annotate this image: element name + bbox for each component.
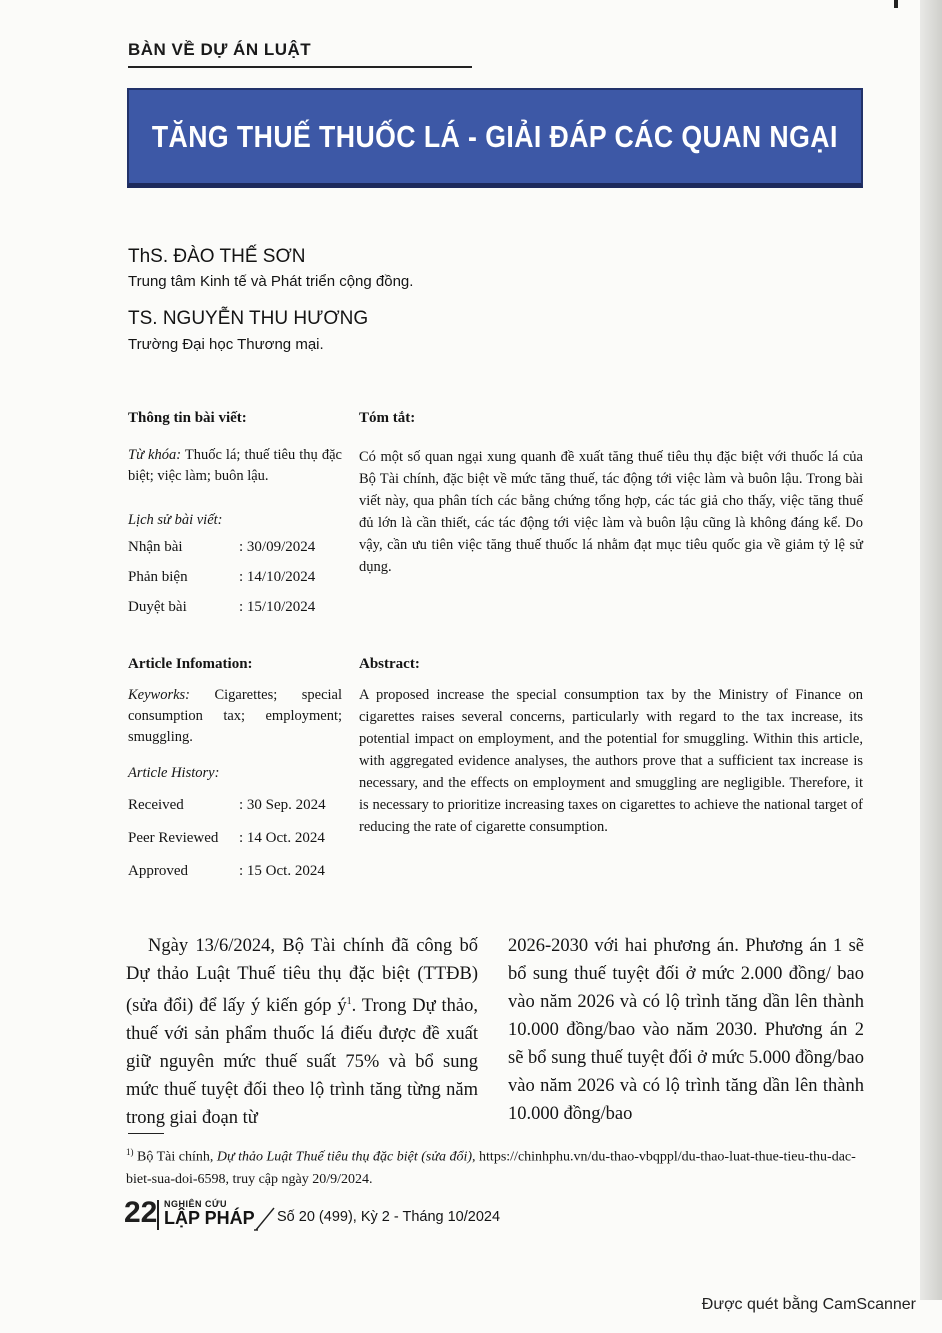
en-info-heading: Article Infomation: [128,656,253,672]
vn-history-value-review: : 14/10/2024 [239,569,316,585]
vn-history-value-approved: : 15/10/2024 [239,599,316,615]
page-divider [157,1200,159,1230]
en-history-label-approved: Approved [128,863,188,879]
page-number: 22 [124,1196,158,1229]
footnote-rule [128,1133,164,1134]
en-abstract-text: A proposed increase the special consumption tax by the Ministry of Finance on cigarettes raises several concerns, particularly with regard to the tax increase, its potential impact on employment, and the potential for smuggling. Within this article, with aggregated evidence analyses, the authors prove that a sufficient tax increase is necessary, and the effects on employment and smuggling are negligible. Therefore, it is necessary to prioritize increasing taxes on cigarettes to achieve the national target of reducing the rate of cigarette consumption. [359,687,863,835]
vn-keywords-text: Thuốc lá; thuế tiêu thụ đặc biệt; việc làm; buôn lậu. [128,447,342,484]
author-2-affiliation: Trường Đại học Thương mại. [128,336,324,353]
footnote-ref[interactable]: 1 [346,996,352,1007]
footnote-mark: 1) [126,1147,134,1157]
en-keywords [128,685,342,748]
en-keywords-text: Cigarettes; special consumption tax; employment; smuggling. [128,687,342,745]
vn-history-label-approved: Duyệt bài [128,599,187,615]
section-rule [128,66,472,68]
article-title: TĂNG THUẾ THUỐC LÁ - GIẢI ĐÁP CÁC QUAN NGẠI [152,118,838,154]
footnote [126,1141,866,1191]
en-history-value-received: : 30 Sep. 2024 [239,797,326,813]
section-header: BÀN VỀ DỰ ÁN LUẬT [128,40,312,59]
footnote-after: , https://chinhphu.vn/du-thao-vbqppl/du-thao-luat-thue-tieu-thu-dac-biet-sua-doi-6598, truy cập ngày 20/9/2024. [126,1149,856,1187]
author-1-affiliation: Trung tâm Kinh tế và Phát triển cộng đồng. [128,273,414,290]
footnote-before: Bộ Tài chính, [133,1149,217,1165]
vn-keywords [128,445,342,487]
vn-abstract-heading: Tóm tắt: [359,410,416,426]
journal-logo: LẬP PHÁP [164,1208,255,1228]
issue-info: Số 20 (499), Kỳ 2 - Tháng 10/2024 [277,1209,501,1225]
vn-history-value-received: : 30/09/2024 [239,539,316,555]
body-col1-text: Ngày 13/6/2024, Bộ Tài chính đã công bố Dự thảo Luật Thuế tiêu thụ đặc biệt (TTĐB) (sửa đổi) để lấy ý kiến góp ý [126,936,478,1017]
title-banner [127,88,863,188]
en-keywords-label: Keyworks: [128,687,191,703]
en-history-label-review: Peer Reviewed [128,830,219,846]
en-history-label: Article History: [128,765,220,781]
scan-edge [920,0,942,1300]
vn-abstract-text: Có một số quan ngại xung quanh đề xuất tăng thuế tiêu thụ đặc biệt với thuốc lá của Bộ Tài chính, đặc biệt về mức tăng thuế, tác động tới việc làm và buôn lậu. Trong bài viết này, qua phân tích các bằng chứng tổng hợp, các tác giả cho thấy, việc tăng thuế đủ lớn là cần thiết, các tác động tới việc làm và buôn lậu cũng là không đáng kể. Do vậy, cần ưu tiên việc tăng thuế thuốc lá nhằm đạt mục tiêu quốc gia về giảm tỷ lệ sử dụng. [359,449,863,575]
en-history-label-received: Received [128,797,184,813]
vn-history-label-review: Phản biện [128,569,188,585]
en-history-value-review: : 14 Oct. 2024 [239,830,325,846]
author-1-name: ThS. ĐÀO THẾ SƠN [128,246,306,267]
vn-history-label-received: Nhận bài [128,539,183,555]
author-2-name: TS. NGUYỄN THU HƯƠNG [128,308,369,329]
en-history-value-approved: : 15 Oct. 2024 [239,863,325,879]
vn-history-label: Lịch sử bài viết: [128,512,223,528]
footer-slash-icon [254,1206,276,1232]
camscanner-watermark: Được quét bằng CamScanner [701,1296,916,1313]
vn-keywords-label: Từ khóa: [128,447,182,463]
footnote-title: Dự thảo Luật Thuế tiêu thụ đặc biệt (sửa đổi) [216,1149,473,1165]
body-col1-text-cont: . Trong Dự thảo, thuế với sản phẩm thuốc lá điếu được đề xuất giữ nguyên mức thuế suất 75% và bổ sung mức thuế tuyệt đối theo lộ trình tăng từng năm trong giai đoạn từ [126,996,479,1129]
en-abstract-heading: Abstract: [359,656,420,672]
body-column-2: 2026-2030 với hai phương án. Phương án 1 sẽ bổ sung thuế tuyệt đối ở mức 2.000 đồng/ bao vào năm 2026 và có lộ trình tăng dần lên thành 10.000 đồng/bao vào năm 2030. Phương án 2 sẽ bổ sung thuế tuyệt đối ở mức 5.000 đồng/bao vào năm 2026 và có lộ trình tăng dần lên thành 10.000 đồng/bao [508,936,864,1124]
journal-logo-top: NGHIÊN CỨU [164,1199,227,1209]
vn-info-heading: Thông tin bài viết: [128,410,247,426]
body-column-1 [126,932,478,1132]
scan-mark [894,0,898,8]
